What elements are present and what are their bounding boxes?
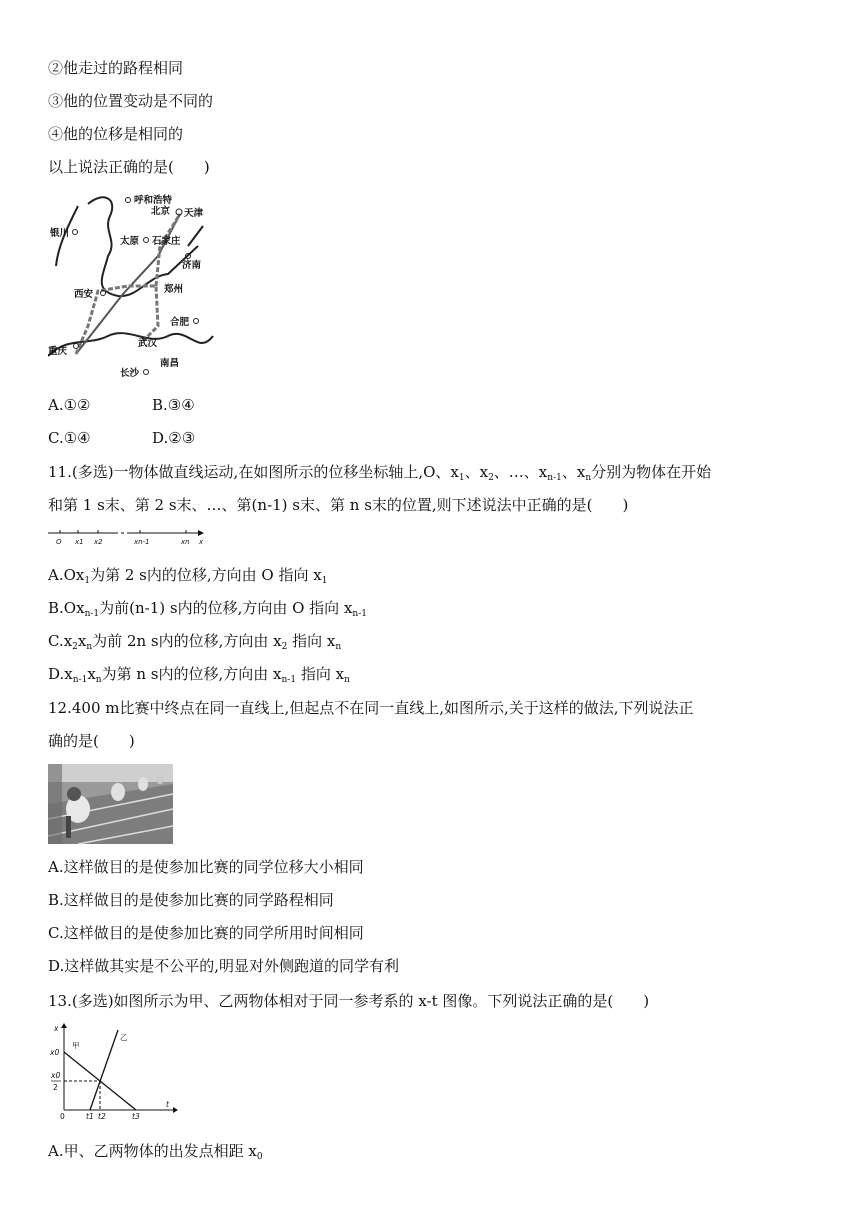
graph-label: t bbox=[166, 1100, 169, 1109]
map-label: 济南 bbox=[182, 260, 202, 271]
graph-label: t2 bbox=[98, 1112, 106, 1120]
q12-option-b: B.这样做目的是使参加比赛的同学路程相同 bbox=[48, 891, 334, 909]
axis-label: x2 bbox=[94, 538, 103, 546]
graph-label: x bbox=[54, 1024, 59, 1033]
option-b: B.③④ bbox=[152, 396, 195, 414]
position-axis bbox=[48, 526, 208, 548]
series-yi-line bbox=[90, 1030, 118, 1110]
graph-label: 甲 bbox=[72, 1041, 80, 1050]
map-label: 西安 bbox=[74, 289, 94, 300]
map-label: 银川 bbox=[50, 228, 70, 239]
q11-option-c: $C.x_2x_n$为前 2n s内的位移,方向由 $x_2$ 指向 $x_n$ bbox=[48, 632, 342, 652]
q13-line1: 13.(多选)如图所示为甲、乙两物体相对于同一参考系的 x-t 图像。下列说法正确的是( ) bbox=[48, 992, 650, 1010]
axis-label: xn bbox=[181, 538, 190, 546]
graph-label: 2 bbox=[53, 1083, 58, 1092]
graph-label: t1 bbox=[86, 1112, 94, 1120]
map-label: 郑州 bbox=[164, 284, 184, 295]
q11-option-d: $D.x_{n-1}x_n$为第 n s内的位移,方向由 $x_{n-1}$ 指向 $x_n$ bbox=[48, 665, 350, 685]
option-c: C.①④ bbox=[48, 429, 91, 447]
map-label: 南昌 bbox=[160, 358, 180, 369]
q11-option-a: $A.Ox_1$为第 2 s内的位移,方向由 O 指向 $x_1$ bbox=[48, 566, 328, 586]
axis-label: O bbox=[56, 538, 62, 546]
graph-label: x0 bbox=[50, 1048, 60, 1057]
q12-option-c: C.这样做目的是使参加比赛的同学所用时间相同 bbox=[48, 924, 364, 942]
statement-2: ②他走过的路程相同 bbox=[48, 59, 184, 77]
map-label: 合肥 bbox=[170, 317, 190, 328]
map-label: 太原 bbox=[120, 236, 140, 247]
q12-line2: 确的是( ) bbox=[48, 732, 135, 750]
xt-graph bbox=[48, 1022, 178, 1120]
q11-option-b: $B.Ox_{n-1}$为前(n-1) s内的位移,方向由 O 指向 $x_{n-1}$ bbox=[48, 599, 367, 619]
statement-3: ③他的位置变动是不同的 bbox=[48, 92, 214, 110]
graph-label: t3 bbox=[132, 1112, 140, 1120]
question-prompt: 以上说法正确的是( ) bbox=[48, 158, 210, 176]
map-label: 武汉 bbox=[138, 338, 158, 349]
graph-label: 0 bbox=[60, 1112, 65, 1120]
map-label: 长沙 bbox=[120, 368, 140, 379]
q11-line2: 和第 1 s末、第 2 s末、…、第(n-1) s末、第 n s末的位置,则下述说法中正确的是( ) bbox=[48, 496, 629, 514]
china-route-map bbox=[48, 186, 218, 384]
map-label: 北京 bbox=[151, 206, 171, 217]
q12-option-d: D.这样做其实是不公平的,明显对外侧跑道的同学有利 bbox=[48, 957, 400, 975]
q13-option-a: A.甲、乙两物体的出发点相距 $x_0$ bbox=[48, 1142, 263, 1162]
option-a: A.①② bbox=[48, 396, 91, 414]
runners-photo bbox=[48, 764, 173, 844]
axis-label: x bbox=[199, 538, 204, 546]
graph-label: 乙 bbox=[120, 1033, 128, 1042]
map-label: 石家庄 bbox=[152, 236, 181, 247]
map-label: 天津 bbox=[184, 208, 204, 219]
graph-label: x0 bbox=[51, 1071, 61, 1080]
q11-line1: 11.(多选)一物体做直线运动,在如图所示的位移坐标轴上,O、$x_1$、$x_2$、…、$x_{n-1}$、$x_n$分别为物体在开始 bbox=[48, 463, 712, 483]
axis-label: xn-1 bbox=[134, 538, 150, 546]
q12-option-a: A.这样做目的是使参加比赛的同学位移大小相同 bbox=[48, 858, 364, 876]
map-label: 呼和浩特 bbox=[134, 195, 173, 206]
statement-4: ④他的位移是相同的 bbox=[48, 125, 184, 143]
axis-label: x1 bbox=[75, 538, 84, 546]
q12-line1: 12.400 m比赛中终点在同一直线上,但起点不在同一直线上,如图所示,关于这样的做法,下列说法正 bbox=[48, 699, 694, 717]
map-label: 重庆 bbox=[48, 346, 68, 357]
option-d: D.②③ bbox=[152, 429, 196, 447]
